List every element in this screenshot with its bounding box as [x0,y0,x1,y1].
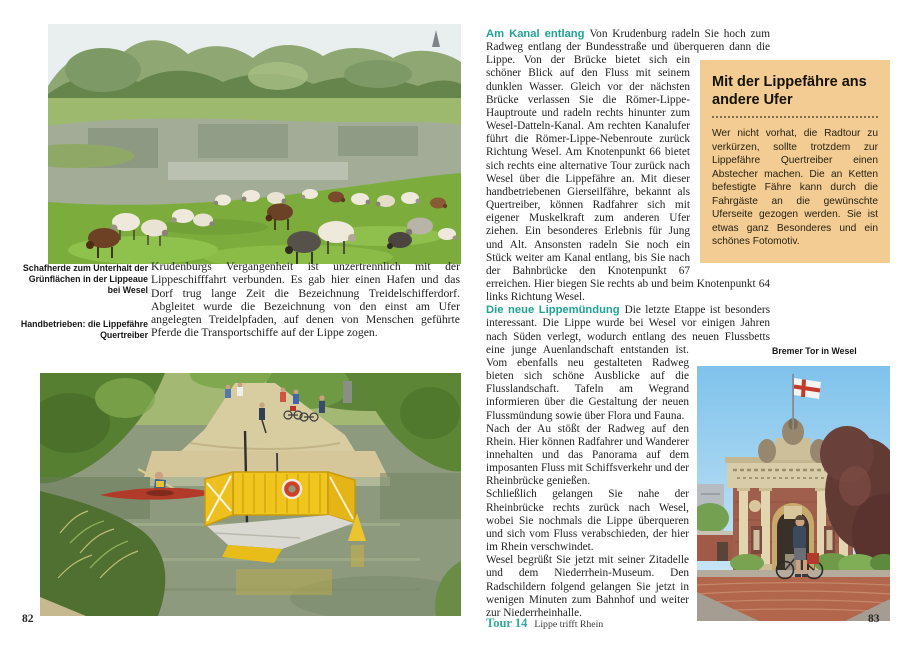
section-text: junge Auenlandschaft entstanden ist. Vom ebenfalls neu gestalteten Radweg bieten sich schöne Ausblicke auf die Flusslandschaft. Tafeln am Wegrand informieren über die Gestaltung der neuen Flussmündung sowie über Flora und Fauna. [486,343,689,422]
flagpole [792,374,794,432]
paragraph: Nach der Au stößt der Radweg auf den Rhein. Hier können Radfahrer und Wanderer innehalten und das Panorama auf dem imposanten Fluss mit Schiffsverkehr und der Rheinbrücke genießen. [486,422,689,488]
section-am-kanal-entlang [486,28,878,304]
section-neue-lippemuendung [486,304,857,422]
tour-title: Lippe trifft Rhein [534,619,604,630]
infobox-body: Wer nicht vorhat, die Radtour zu verkürzen, sollte trotzdem zur Lippefähre Quertreiber einen Abstecher machen. Die an Ketten befestigte Fähre kann durch die Fahrgäste an die gewünschte Uferseite gezogen werden. Sie ist etwas ganz Besonderes und ein schönes Fotomotiv. [712,128,878,248]
section-text: Die letzte Etappe ist besonders interessant. Die Lippe wurde bei Wesel vor einigen Jahren nach Süden verlegt, wodurch entlang des neuen Flussbetts eine [486,304,770,356]
photo-caption-ferry: Handbetrieben: die Lippefähre Quertreiber [20,319,148,340]
tour-label: Tour 14 [486,616,528,630]
paragraph: Schließlich gelangen Sie nahe der Rheinbrücke rechts zurück nach Wesel, wobei Sie nochmals die Lippe überqueren und sich vom Fluss verabschieden, der hier im Rhein verschwindet. [486,488,689,554]
sheep-meadow-illustration [48,24,461,264]
section-text: Von Krudenburg radeln Sie hoch zum Radweg entlang der Bundesstraße und überqueren dann die [486,28,770,54]
paragraph: Wesel begrüßt Sie jetzt mit seiner Zitadelle und dem Niederrhein-Museum. Den Radschildern folgend gelangen Sie jetzt in wenigen Minuten zum Bahnhof und weiter zur Niederrheinhalle. [486,554,689,619]
page-number-right: 83 [868,613,880,625]
section-lead: Am Kanal entlang [486,28,585,40]
infobox-title: Mit der Lippefähre ans andere Ufer [712,73,878,118]
lippefaehre-illustration [40,373,461,616]
footer-tour-line [486,614,603,632]
photo-caption-sheep: Schafherde zum Unterhalt der Grünflächen in der Lippeaue bei Wesel [22,263,148,295]
pavement [697,570,890,621]
left-body-text: Krudenburgs Vergangenheit ist unzertrennlich mit der Lippeschifffahrt verbunden. Es gab hier einen Hafen und das Dorf trug lange Zeit die Bezeichnung Treidelschifferdorf. Abgleitet wurde die Bezeichnung von den einst am Ufer angelegten Treidelpfaden, auf denen von Menschen geführte Pferde die Transportschiffe auf der Lippe zogen. [151,260,460,340]
photo-caption-bremer-tor: Bremer Tor in Wesel [772,345,857,356]
sheep-meadow-photo [48,24,461,264]
bremer-tor-photo [697,366,890,625]
section-lead: Die neue Lippemündung [486,304,620,317]
bremer-tor-illustration [697,366,890,621]
infobox-lippefaehre [700,60,890,263]
ferry-reflection [236,569,332,595]
bremer-tor-figure [697,346,890,625]
left-captions [20,263,148,341]
info-sign [343,381,352,403]
lippefaehre-photo [40,373,461,616]
section-text: Lippe. Von der Brücke bietet sich ein schöner Blick auf den Fluss mit seinem dunklen Wasser. Gleich vor der nächsten Brücke verlassen Sie die Römer-Lippe-Hauptroute und radeln rechts hinunter zum Wesel-Datteln-Kanal. Am rechten Kanalufer führt die Römer-Lippe-Nebenroute zurück Richtung Wesel. Am Knotenpunkt 66 bietet sich rechts eine alternative Tour zurück nach Wesel über die Lippefähre an. Mit dieser handbetriebenen Gierseilfähre, bekannt als Quertreiber, können Radfahrer sich mit eigener Muskelkraft zum anderen Ufer ziehen. Ein besonderes Erlebnis für Jung und Alt. Ansonsten radeln Sie noch ein Stück weiter am Kanal entlang, bis Sie nach der Bahnbrücke den Knotenpunkt 67 erreichen. Hier biegen Sie rechts ab und beim Knotenpunkt 64 links Richtung Wesel. [486,54,770,304]
page-number-left: 82 [22,613,34,625]
